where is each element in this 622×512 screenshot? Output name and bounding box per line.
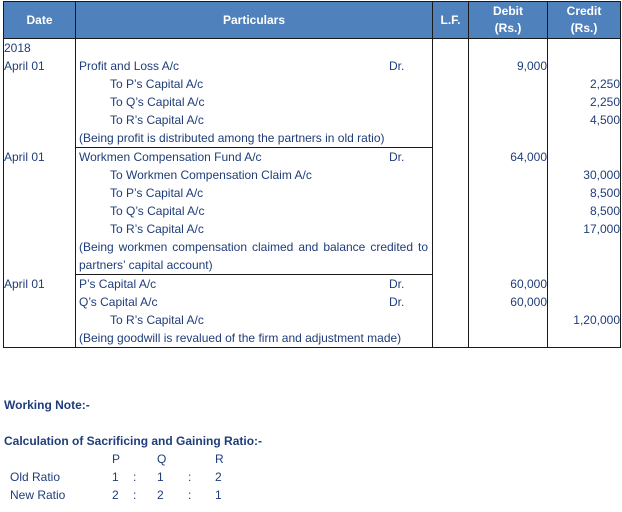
ratio-value: 2 bbox=[112, 488, 119, 502]
header-debit-unit: (Rs.) bbox=[494, 21, 522, 35]
narration: (Being profit is distributed among the partners in old ratio) bbox=[76, 129, 432, 148]
spacer-line bbox=[469, 39, 547, 57]
date-line: April 01 bbox=[4, 277, 45, 291]
credit-amount: 17,000 bbox=[583, 222, 620, 236]
credit-amount bbox=[548, 57, 620, 75]
entry-date bbox=[4, 148, 76, 275]
account-name: To Q’s Capital A/c bbox=[110, 95, 205, 109]
dr-marker: Dr. bbox=[389, 295, 405, 309]
header-date: Date bbox=[4, 2, 76, 39]
debit-amount: 60,000 bbox=[510, 277, 547, 291]
account-line bbox=[76, 93, 432, 111]
entry-lf bbox=[433, 275, 469, 348]
debit-amount bbox=[469, 220, 547, 238]
entry-lf bbox=[433, 39, 469, 149]
spacer-line bbox=[548, 39, 620, 57]
debit-amount: 64,000 bbox=[510, 150, 547, 164]
header-credit-label: Credit bbox=[566, 4, 602, 18]
entry-debit bbox=[469, 39, 548, 149]
account-line bbox=[76, 57, 432, 75]
journal-entry-row bbox=[4, 148, 621, 275]
working-note-title: Working Note:- bbox=[4, 398, 90, 412]
ratio-separator: : bbox=[188, 470, 192, 484]
ratio-separator: : bbox=[133, 470, 137, 484]
ratio-label: Old Ratio bbox=[10, 470, 61, 484]
journal-entry-row bbox=[4, 275, 621, 348]
partner-header: Q bbox=[157, 452, 167, 466]
debit-amount bbox=[469, 202, 547, 220]
journal-entry-row bbox=[4, 39, 621, 149]
debit-amount bbox=[469, 311, 547, 329]
debit-amount bbox=[469, 184, 547, 202]
narration: (Being goodwill is revalued of the firm and adjustment made) bbox=[79, 331, 402, 345]
date-line: April 01 bbox=[4, 150, 45, 164]
entry-date bbox=[4, 275, 76, 348]
account-line bbox=[76, 184, 432, 202]
account-line bbox=[76, 75, 432, 93]
account-name: To R’s Capital A/c bbox=[110, 113, 204, 127]
account-line bbox=[76, 166, 432, 184]
credit-amount: 8,500 bbox=[589, 186, 620, 200]
ratio-label: New Ratio bbox=[10, 488, 66, 502]
entry-credit bbox=[548, 39, 621, 149]
ratio-separator: : bbox=[188, 488, 192, 502]
ratio-value: 1 bbox=[215, 488, 222, 502]
ratio-separator: : bbox=[133, 488, 137, 502]
credit-amount: 4,500 bbox=[589, 113, 620, 127]
account-name: To P’s Capital A/c bbox=[110, 77, 204, 91]
account-name: To Q’s Capital A/c bbox=[110, 204, 205, 218]
entry-credit bbox=[548, 275, 621, 348]
ratio-value: 2 bbox=[157, 488, 164, 502]
credit-amount bbox=[548, 275, 620, 293]
debit-amount: 60,000 bbox=[510, 295, 547, 309]
debit-amount bbox=[469, 75, 547, 93]
entry-particulars bbox=[76, 39, 433, 149]
account-name: To P’s Capital A/c bbox=[110, 186, 204, 200]
entry-date bbox=[4, 39, 76, 149]
debit-amount bbox=[469, 93, 547, 111]
account-line bbox=[76, 311, 432, 329]
entry-debit bbox=[469, 275, 548, 348]
account-line bbox=[76, 111, 432, 129]
header-credit-unit: (Rs.) bbox=[570, 21, 598, 35]
credit-amount: 2,250 bbox=[589, 77, 620, 91]
entry-debit bbox=[469, 148, 548, 275]
account-name: To R’s Capital A/c bbox=[110, 313, 204, 327]
partner-header: P bbox=[112, 452, 121, 466]
credit-amount: 30,000 bbox=[583, 168, 620, 182]
header-debit-label: Debit bbox=[493, 4, 523, 18]
account-name: Q’s Capital A/c bbox=[79, 295, 158, 309]
credit-amount: 8,500 bbox=[589, 204, 620, 218]
ratio-value: 1 bbox=[157, 470, 164, 484]
account-line bbox=[76, 220, 432, 238]
calc-title: Calculation of Sacrificing and Gaining Ratio:- bbox=[4, 434, 263, 448]
entry-particulars bbox=[76, 148, 433, 275]
dr-marker: Dr. bbox=[389, 277, 405, 291]
account-line bbox=[76, 148, 432, 166]
entry-credit bbox=[548, 148, 621, 275]
header-credit bbox=[548, 2, 621, 39]
journal-header-row bbox=[4, 2, 621, 39]
dr-marker: Dr. bbox=[389, 59, 405, 73]
debit-amount: 9,000 bbox=[516, 59, 547, 73]
narration: (Being workmen compensation claimed and balance credited to partners’ capital account) bbox=[76, 238, 432, 275]
credit-amount bbox=[548, 293, 620, 311]
date-line: 2018 bbox=[4, 41, 31, 55]
entry-lf bbox=[433, 148, 469, 275]
ratio-value: 2 bbox=[215, 470, 222, 484]
account-name: Profit and Loss A/c bbox=[79, 59, 180, 73]
credit-amount: 2,250 bbox=[589, 95, 620, 109]
account-line bbox=[76, 275, 432, 293]
header-lf: L.F. bbox=[433, 2, 469, 39]
dr-marker: Dr. bbox=[389, 150, 405, 164]
account-name: Workmen Compensation Fund A/c bbox=[79, 150, 262, 164]
partner-header: R bbox=[215, 452, 224, 466]
credit-amount: 1,20,000 bbox=[573, 313, 620, 327]
header-particulars: Particulars bbox=[76, 2, 433, 39]
spacer-line bbox=[76, 39, 432, 57]
credit-amount bbox=[548, 148, 620, 166]
debit-amount bbox=[469, 111, 547, 129]
journal-table bbox=[3, 1, 621, 348]
entry-particulars bbox=[76, 275, 433, 348]
ratio-value: 1 bbox=[112, 470, 119, 484]
account-name: P’s Capital A/c bbox=[79, 277, 157, 291]
header-debit bbox=[469, 2, 548, 39]
account-name: To R’s Capital A/c bbox=[110, 222, 204, 236]
debit-amount bbox=[469, 166, 547, 184]
account-line bbox=[76, 293, 432, 311]
date-line: April 01 bbox=[4, 59, 45, 73]
account-line bbox=[76, 202, 432, 220]
account-name: To Workmen Compensation Claim A/c bbox=[110, 168, 312, 182]
